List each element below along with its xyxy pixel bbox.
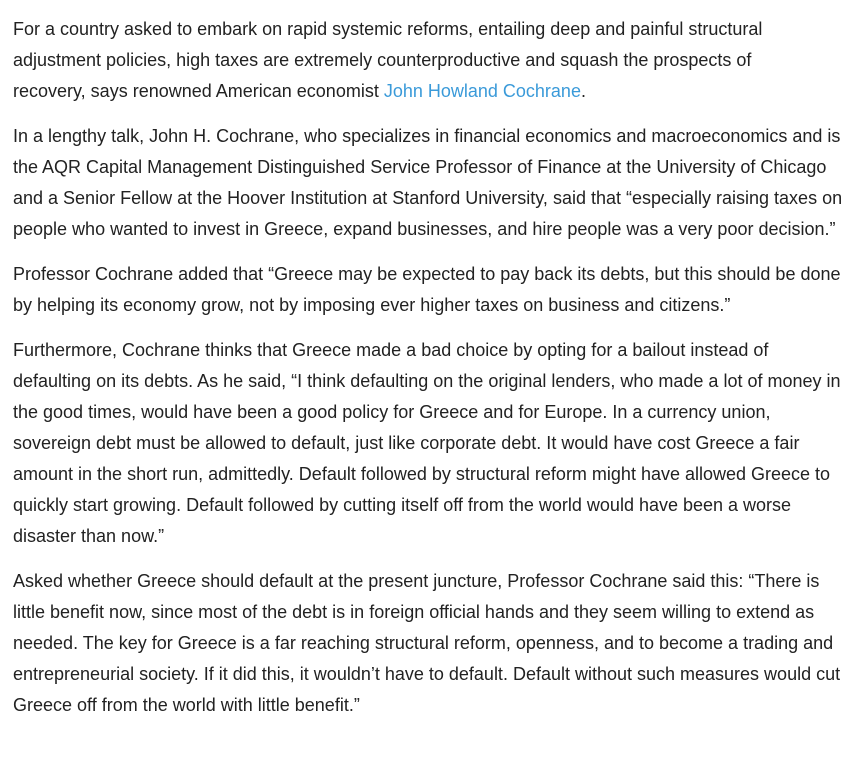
article-paragraph-bailout: Furthermore, Cochrane thinks that Greece made a bad choice by opting for a bailout instead of defaulting on its debts. As he said, “I think defaulting on the original lenders, who made a lot of money in the good times, would have been a good policy for Greece and for Europe. In a currency union, sovereign debt must be allowed to default, just like corporate debt. It would have cost Greece a fair amount in the short run, admittedly. Default followed by structural reform might have allowed Greece to quickly start growing. Default followed by cutting itself off from the world would have been a worse disaster than now.” xyxy=(13,340,841,546)
economist-profile-link[interactable]: John Howland Cochrane xyxy=(383,81,581,101)
article-paragraph-default: Asked whether Greece should default at the present juncture, Professor Cochrane said this: “There is little benefit now, since most of the debt is in foreign official hands and they seem willing to extend as needed. The key for Greece is a far reaching structural reform, openness, and to become a trading and entrepreneurial society. If it did this, it wouldn’t have to default. Default without such measures would cut Greece off from the world with little benefit.” xyxy=(13,571,841,715)
article-paragraph-talk: In a lengthy talk, John H. Cochrane, who specializes in financial economics and macroeconomics and is the AQR Capital Management Distinguished Service Professor of Finance at the University of Chicago and a Senior Fellow at the Hoover Institution at Stanford University, said that “especially raising taxes on people who wanted to invest in Greece, expand businesses, and hire people was a very poor decision.” xyxy=(13,126,843,239)
paragraph-text: For a country asked to embark on rapid systemic reforms, entailing deep and painful structural adjustment policies, high taxes are extremely counterproductive and squash the prospects of recovery, says renowned American economist xyxy=(13,19,763,101)
article-paragraph-debts: Professor Cochrane added that “Greece may be expected to pay back its debts, but this should be done by helping its economy grow, not by imposing ever higher taxes on business and citizens.” xyxy=(13,264,841,315)
article-paragraph-intro xyxy=(13,14,813,107)
paragraph-text-end: . xyxy=(580,81,586,101)
article-body xyxy=(13,14,853,735)
